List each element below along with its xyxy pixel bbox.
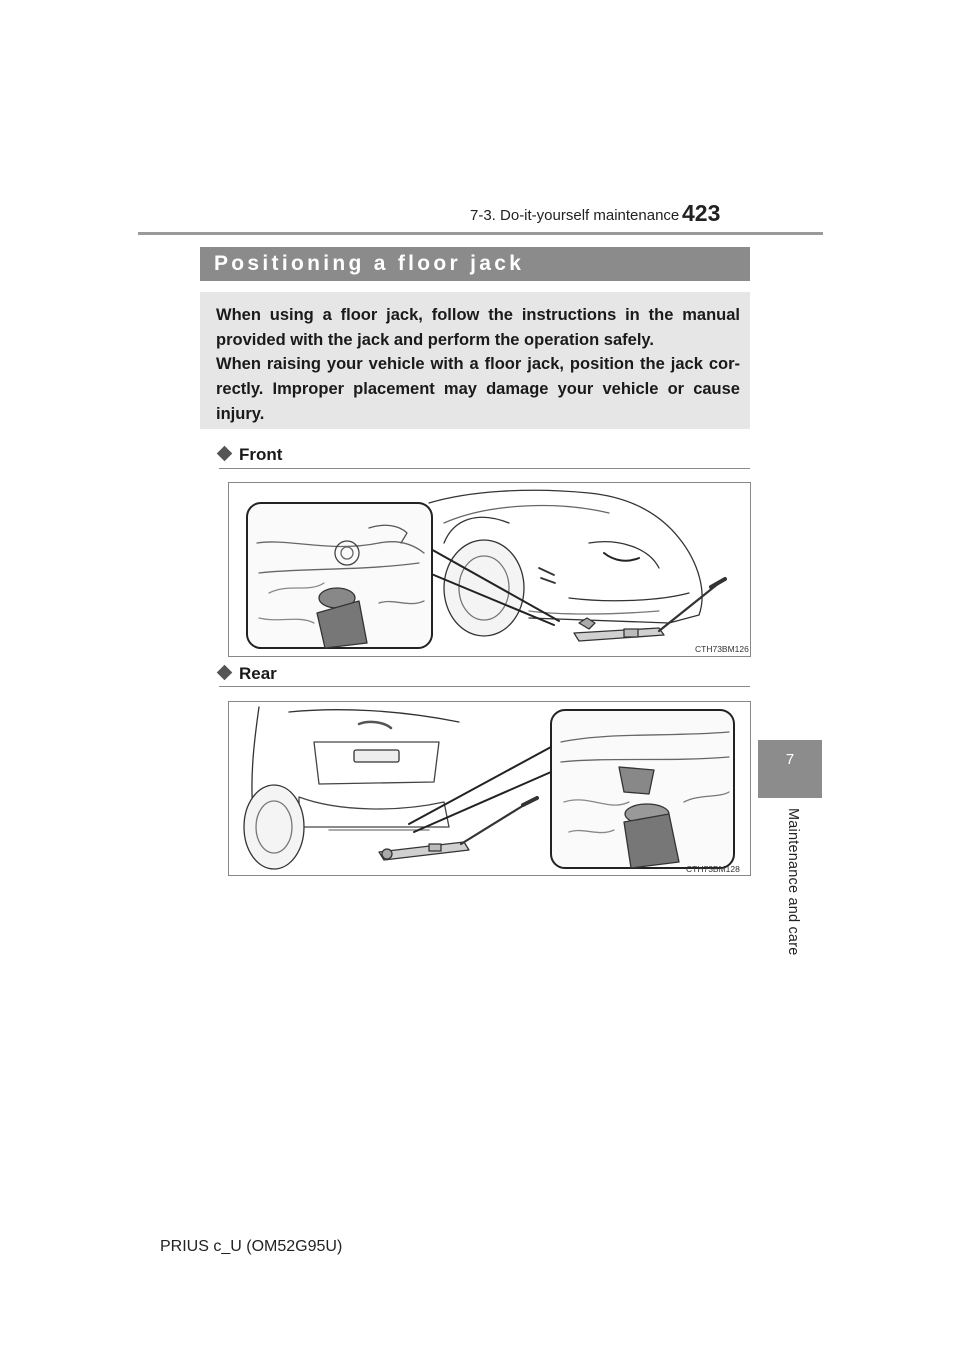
header-rule	[138, 232, 823, 235]
intro-paragraph-2: When raising your vehicle with a floor jack, position the jack cor-rectly. Improper placement may damage your vehicle or cause injury.	[216, 355, 740, 423]
front-heading-rule	[219, 468, 750, 469]
rear-figure-code: CTH73BM128	[686, 864, 740, 874]
diamond-bullet-icon	[217, 446, 233, 462]
front-heading-text: Front	[239, 445, 283, 464]
page-number: 423	[682, 200, 721, 226]
rear-heading-text: Rear	[239, 664, 277, 683]
footer-model-code: PRIUS c_U (OM52G95U)	[160, 1238, 343, 1255]
diamond-bullet-icon	[217, 665, 233, 681]
section-title: Positioning a floor jack	[214, 252, 525, 275]
front-jack-illustration	[228, 482, 751, 657]
intro-paragraph-1: When using a floor jack, follow the instructions in the manual provided with the jack and perform the operation safely.	[216, 306, 740, 349]
chapter-tab	[758, 740, 822, 798]
front-figure-code: CTH73BM126	[695, 644, 749, 654]
rear-heading-rule	[219, 686, 750, 687]
front-heading	[219, 445, 282, 465]
rear-heading	[219, 664, 277, 684]
chapter-number: 7	[785, 751, 795, 768]
rear-jack-illustration	[228, 701, 751, 876]
section-title-header: 7-3. Do-it-yourself maintenance	[470, 207, 680, 224]
chapter-label: Maintenance and care	[785, 808, 801, 956]
